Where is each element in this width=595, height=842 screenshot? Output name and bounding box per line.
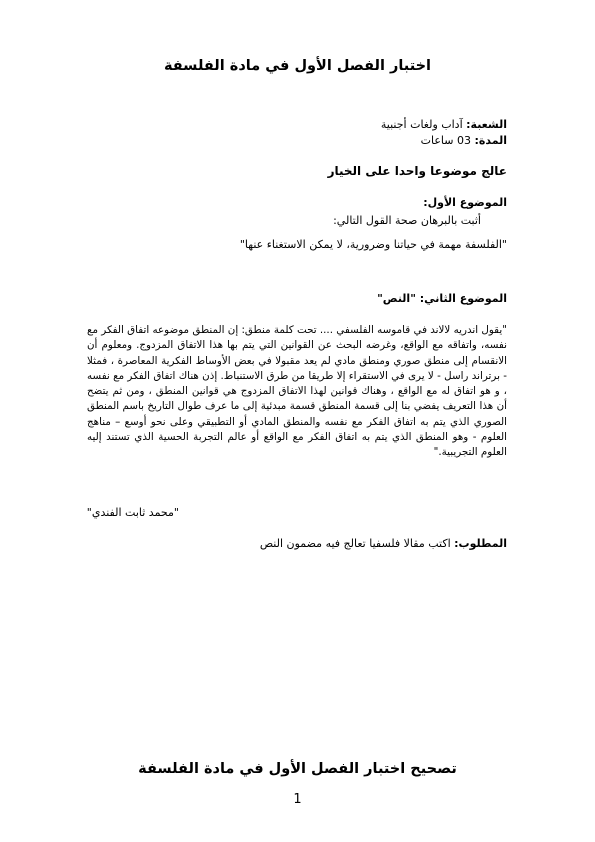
duration-label: المدة:: [474, 134, 507, 147]
topic2-heading: الموضوع الثاني: "النص": [377, 292, 507, 305]
text-author: "محمد ثابت الفندي": [86, 506, 179, 519]
branch-value: آداب ولغات أجنبية: [380, 118, 463, 131]
instruction: عالج موضوعا واحدا على الخيار: [327, 164, 507, 178]
topic1-task: أثبت بالبرهان صحة القول التالي:: [333, 214, 481, 227]
topic2-text: "يقول اندريه لالاند في قاموسه الفلسفي .... تحت كلمة منطق: إن المنطق موضوعه اتفاق الفكر مع نفسه، واتفاقه مع الواقع، وغرضه البحث عن القوانين التي يتم بها هذا الاتفاق المزدوج. ومعلوم أن الانقسام إلى منطق صوري ومنطق مادي لم يعد مقبولا في بعض الأوساط الفكرية المعاصرة ، فمثلا - برتراند راسل - لا يرى في الاستقراء إلا طريقا من طرق الاستنباط. إذن هناك اتفاق الفكر مع نفسه ، و هو اتفاق له مع الواقع ، وهناك قوانين لهذا الاتفاق المزدوج هي قوانين المنطق ، ومن ثم يتضح أن هذا التعريف يفضي بنا إلى قسمة المنطق قسمة مبدئية إلى ما عرف طوال التاريخ باسم المنطق الصوري الذي يتم به اتفاق الفكر مع نفسه والمنطق المادي أو التطبيقي وعلى نحو أوسع – مناهج العلوم - وهو المنطق الذي يتم به اتفاق الفكر مع الواقع أو عالم التجربة الحسية الذي تستند إليه العلوم التجريبية.": [87, 324, 507, 459]
topic1-quote: "الفلسفة مهمة في حياتنا وضرورية، لا يمكن الاستغناء عنها": [239, 238, 507, 251]
required-line: [260, 537, 507, 550]
required-text: اكتب مقالا فلسفيا تعالج فيه مضمون النص: [259, 537, 451, 550]
exam-title: اختبار الفصل الأول في مادة الفلسفة: [163, 58, 432, 74]
required-label: المطلوب:: [454, 537, 507, 550]
correction-title: تصحيح اختبار الفصل الأول في مادة الفلسفة: [138, 761, 457, 777]
duration-value: 03 ساعات: [420, 134, 471, 147]
duration-line: [421, 134, 507, 147]
page-number: 1: [293, 792, 302, 807]
branch-label: الشعبة:: [466, 118, 507, 131]
branch-line: [381, 118, 507, 131]
topic1-heading: الموضوع الأول:: [423, 196, 507, 209]
